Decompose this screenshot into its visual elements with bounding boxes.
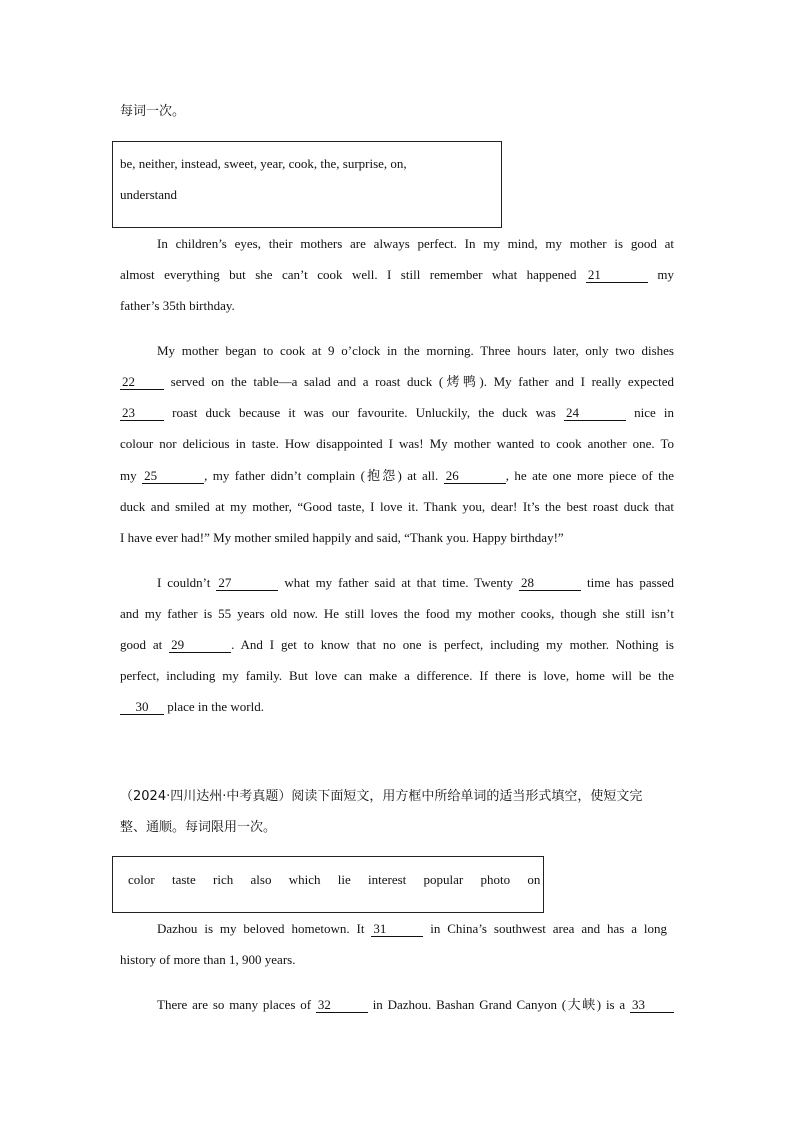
p2-line-4: colour nor delicious in taste. How disappointed I was! My mother wanted to cook another one. To bbox=[120, 436, 674, 451]
p3-line-4: perfect, including my family. But love can make a difference. If there is love, home will be the bbox=[120, 668, 674, 683]
text: my bbox=[120, 468, 137, 483]
word-bank-box-2 bbox=[112, 856, 544, 913]
p2-line-1: My mother began to cook at 9 o’clock in the morning. Three hours later, only two dishes bbox=[157, 343, 674, 358]
blank-29: 29 bbox=[169, 638, 231, 653]
p2-line-5 bbox=[120, 468, 674, 484]
p2-line-3 bbox=[120, 405, 674, 421]
text: place in the world. bbox=[167, 699, 264, 714]
text: in China’s southwest area and has a long bbox=[430, 921, 668, 936]
word-bank-line-1: be, neither, instead, sweet, year, cook, the, surprise, on, bbox=[120, 156, 407, 171]
word-popular: popular bbox=[423, 872, 464, 887]
text: , he ate one more piece of the bbox=[505, 468, 674, 483]
p3-line-2: and my father is 55 years old now. He still loves the food my mother cooks, though she still isn’t bbox=[120, 606, 674, 621]
blank-25: 25 bbox=[142, 469, 204, 484]
s2-p2-line-1 bbox=[157, 997, 674, 1013]
text: served on the table—a salad and a roast duck (烤鸭). My father and I really expected bbox=[170, 374, 675, 389]
word-taste: taste bbox=[171, 872, 196, 887]
blank-28: 28 bbox=[519, 576, 581, 591]
word-on: on bbox=[527, 872, 541, 887]
p3-line-1 bbox=[157, 575, 674, 591]
word-lie: lie bbox=[337, 872, 351, 887]
text: , my father didn’t complain (抱怨) at all. bbox=[204, 468, 439, 483]
text: almost everything but she can’t cook well. I still remember what happened bbox=[120, 267, 577, 282]
p1-line-3: father’s 35th birthday. bbox=[120, 298, 235, 313]
blank-31: 31 bbox=[371, 922, 423, 937]
text: good at bbox=[120, 637, 163, 652]
p3-line-3 bbox=[120, 637, 674, 653]
section-2-heading-line-2: 整、通顺。每词限用一次。 bbox=[120, 820, 277, 835]
text: in Dazhou. Bashan Grand Canyon (大峡) is a bbox=[372, 997, 626, 1012]
blank-22: 22 bbox=[120, 375, 164, 390]
text: what my father said at that time. Twenty bbox=[284, 575, 514, 590]
word-bank-2-row bbox=[128, 872, 541, 888]
blank-24: 24 bbox=[564, 406, 626, 421]
text: . And I get to know that no one is perfect, including my mother. Nothing is bbox=[231, 637, 674, 652]
word-which: which bbox=[288, 872, 321, 887]
instruction-tail: 每词一次。 bbox=[120, 104, 186, 119]
blank-33: 33 bbox=[630, 998, 674, 1013]
text: Dazhou is my beloved hometown. It bbox=[157, 921, 365, 936]
blank-21: 21 bbox=[586, 268, 648, 283]
p1-line-1: In children’s eyes, their mothers are always perfect. In my mind, my mother is good at bbox=[157, 236, 674, 251]
s2-p1-line-1 bbox=[157, 921, 667, 937]
p3-line-5 bbox=[120, 699, 674, 715]
blank-32: 32 bbox=[316, 998, 368, 1013]
word-bank-line-2: understand bbox=[120, 187, 178, 202]
text: roast duck because it was our favourite. Unluckily, the duck was bbox=[172, 405, 556, 420]
text: There are so many places of bbox=[157, 997, 312, 1012]
text: nice in bbox=[634, 405, 675, 420]
blank-23: 23 bbox=[120, 406, 164, 421]
blank-30: 30 bbox=[120, 700, 164, 715]
section-2-heading-line-1: （2024·四川达州·中考真题）阅读下面短文，用方框中所给单词的适当形式填空，使短文完 bbox=[120, 789, 643, 804]
word-bank-box-1 bbox=[112, 141, 502, 228]
text: my bbox=[657, 267, 675, 282]
p2-line-6: duck and smiled at my mother, “Good taste, I love it. Thank you, dear! It’s the best roast duck that bbox=[120, 499, 674, 514]
word-photo: photo bbox=[480, 872, 511, 887]
word-also: also bbox=[250, 872, 272, 887]
word-color: color bbox=[128, 872, 155, 887]
blank-27: 27 bbox=[216, 576, 278, 591]
blank-26: 26 bbox=[444, 469, 506, 484]
text: time has passed bbox=[586, 575, 675, 590]
p2-line-2 bbox=[120, 374, 674, 390]
text: I couldn’t bbox=[157, 575, 211, 590]
p1-line-2 bbox=[120, 267, 674, 283]
s2-p1-line-2: history of more than 1, 900 years. bbox=[120, 952, 296, 967]
word-rich: rich bbox=[213, 872, 234, 887]
p2-line-7: I have ever had!” My mother smiled happily and said, “Thank you. Happy birthday!” bbox=[120, 530, 564, 545]
word-interest: interest bbox=[368, 872, 407, 887]
